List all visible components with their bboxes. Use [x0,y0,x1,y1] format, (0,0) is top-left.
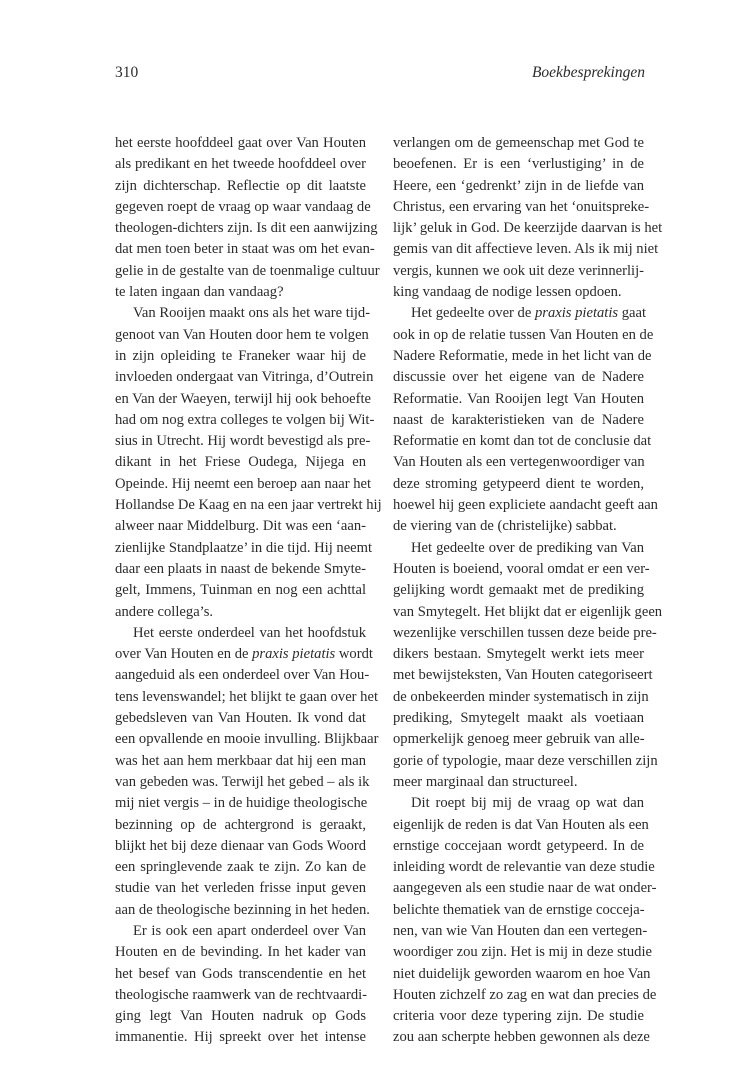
text-line [115,942,366,963]
text-line [115,452,366,473]
italic-text: praxis pietatis [252,646,336,663]
text-line [115,218,378,239]
text-segment: gaat [618,305,647,322]
text-segment: naast de karakteristieken van de Nadere [393,411,644,428]
text-line [115,410,375,431]
text-segment: theologische raamwerk van de rechtvaardi- [115,986,368,1003]
text-line [393,857,655,878]
text-line [115,1006,366,1027]
text-segment: studie van het verleden frisse input geven [115,880,366,897]
text-segment: Christus, een ervaring van het ‘onuitspreke- [393,198,650,215]
text-line [393,389,644,410]
text-line [393,303,647,324]
text-line [115,559,366,580]
text-segment: een opvallende en mooie invulling. Blijkbaar [115,731,379,748]
italic-text: praxis pietatis [534,305,619,322]
text-line [115,261,380,282]
text-segment: van Smytegelt. Het blijkt dat er eigenlijk geen [393,603,663,620]
text-line [115,772,370,793]
text-segment: invloeden ondergaat van Vitringa, d’Outrein [115,369,374,386]
text-segment: verlangen om de gemeenschap met God te [393,135,644,151]
running-head [115,64,645,86]
text-line [115,708,366,729]
text-line [393,410,644,431]
text-line [393,836,644,857]
text-line [393,729,644,750]
text-line [115,303,371,324]
text-segment: Heere, een ‘gedrenkt’ zijn in de liefde van [393,177,644,194]
text-column-left [115,133,382,1049]
text-line [393,921,648,942]
text-line [393,325,654,346]
text-segment: Reformatie en komt dan tot de conclusie dat [393,433,652,450]
text-segment: Houten en de bevinding. In het kader van [115,944,366,961]
text-line [115,644,373,665]
text-line [115,431,371,452]
text-segment: Nadere Reformatie, mede in het licht van de [393,347,652,364]
text-line [393,665,653,686]
text-segment: met bewijsteksten, Van Houten categoriseert [393,667,653,684]
text-line [393,751,658,772]
text-line [393,261,644,282]
text-line [115,176,366,197]
text-line [115,900,370,921]
text-segment: criteria voor deze typering zijn. De studie [393,1008,644,1025]
text-segment: in zijn opleiding te Franeker waar hij de [115,347,366,364]
text-line [393,644,644,665]
text-line [393,580,644,601]
text-segment: Er is ook een apart onderdeel over Van [133,922,366,939]
text-segment: de viering van de (christelijke) sabbat. [393,518,617,535]
text-segment: prediking, Smytegelt maakt als voetiaan [393,710,644,727]
text-segment: meer marginaal dan structureel. [393,773,578,790]
text-segment: als predikant en het tweede hoofddeel over [115,156,366,173]
text-segment: dat men toen beter in staat was om het evan- [115,241,375,258]
text-line [393,1006,644,1027]
text-line [115,921,366,942]
text-line [115,154,366,175]
text-segment: het besef van Gods transcendentie en het [115,965,366,982]
text-line [115,325,369,346]
text-segment: theologen-dichters zijn. Is dit een aanwijzing [115,220,378,237]
text-line [393,154,644,175]
text-segment: deze stroming getypeerd dient te worden, [393,475,644,492]
text-segment: alweer naar Middelburg. Dit was een ‘aan- [115,518,366,535]
text-line [393,559,650,580]
text-segment: de onbekeerden minder systematisch in zijn [393,688,649,705]
text-segment: mij niet vergis – in de huidige theologische [115,795,368,812]
text-line [393,431,652,452]
text-line [393,538,644,559]
text-line [115,623,366,644]
text-segment: Houten is boeiend, vooral omdat er een ver- [393,560,650,577]
text-line [115,751,366,772]
text-line [393,133,644,154]
text-segment: niet duidelijk geworden waarom en hoe Van [393,965,651,982]
text-segment: hoewel hij geen expliciete aandacht geeft aan [393,497,658,514]
text-segment: een springlevende zaak te zijn. Zo kan de [115,859,366,876]
text-segment: nen, van wie Van Houten dan een vertegen- [393,922,648,939]
text-line [115,1027,366,1048]
text-line [115,602,366,623]
text-segment: gelijking wordt gemaakt met de prediking [393,582,644,599]
text-line [115,793,366,814]
text-line [393,900,644,921]
text-segment: belichte thematiek van de ernstige cocceja- [393,901,645,918]
text-segment: zijn dichterschap. Reflectie op dit laatste [115,177,366,194]
text-segment: Het gedeelte over de [411,305,535,322]
text-line [115,133,366,154]
text-line [393,815,649,836]
text-segment: aangegeven als een studie naar de wat onder- [393,880,657,897]
text-segment: gelie in de gestalte van de toenmalige cultuur [115,262,380,279]
text-line [393,708,644,729]
text-line [393,197,650,218]
text-segment: en Van der Waeyen, terwijl hij ook behoefte [115,390,372,407]
text-line [393,942,652,963]
text-line [393,346,652,367]
text-line [115,538,373,559]
text-segment: zou aan scherpte hebben gewonnen als deze [393,1029,650,1046]
text-line [115,389,372,410]
text-segment: king vandaag de nodige lessen opdoen. [393,284,622,301]
text-segment: Houten zichzelf zo zag en wat dan precies de [393,986,657,1003]
text-line [393,964,651,985]
text-segment: Dit roept bij mij de vraag op wat dan [411,795,644,812]
text-segment: het eerste hoofddeel gaat over Van Houten [115,135,366,151]
text-line [393,176,644,197]
text-segment: zienlijke Standplaatze’ in die tijd. Hij neemt [115,539,373,556]
text-line [115,857,366,878]
text-line [115,516,366,537]
text-line [115,878,366,899]
text-segment: inleiding wordt de relevantie van deze studie [393,859,655,876]
text-line [393,985,657,1006]
text-segment: was het aan hem merkbaar dat hij een man [115,752,366,769]
text-segment: over Van Houten en de [115,646,253,663]
text-segment: woordiger zou zijn. Het is mij in deze studie [393,944,652,961]
text-segment: gemis van dit affectieve leven. Als ik mij niet [393,241,659,258]
text-segment: Van Rooijen maakt ons als het ware tijd- [133,305,371,322]
text-segment: te laten ingaan dan vandaag? [115,284,284,301]
text-segment: sius in Utrecht. Hij wordt bevestigd als pre- [115,433,371,450]
text-segment: wordt [335,646,373,663]
text-line [393,878,657,899]
text-line [115,687,379,708]
text-line [115,580,366,601]
text-segment: opmerkelijk genoeg meer gebruik van alle- [393,731,645,748]
text-line [115,239,375,260]
text-segment: daar een plaats in naast de bekende Smyte- [115,560,366,577]
page-number: 310 [115,64,139,81]
text-segment: Van Houten als een vertegenwoordiger van [393,454,645,471]
section-title: Boekbesprekingen [531,64,645,81]
text-segment: lijk’ geluk in God. De keerzijde daarvan is het [393,220,663,237]
text-segment: aangeduid als een onderdeel over Van Hou- [115,667,370,684]
text-segment: Hollandse De Kaag en na een jaar vertrekt hij [115,497,382,514]
text-line [393,687,649,708]
text-line [393,772,644,793]
text-line [393,239,659,260]
text-segment: genoot van Van Houten door hem te volgen [115,326,369,343]
text-line [115,836,366,857]
text-segment: beoefenen. Er is een ‘verlustiging’ in de [393,156,644,173]
text-column-right [393,133,663,1049]
text-line [393,516,644,537]
text-segment: gegeven roept de vraag op waar vandaag de [115,198,371,215]
text-segment: tens levenswandel; het blijkt te gaan over het [115,688,379,705]
text-line [115,495,382,516]
text-line [393,793,644,814]
text-segment: gelt, Immens, Tuinman en nog een achttal [115,582,366,599]
text-line [115,964,366,985]
text-line [115,665,370,686]
text-segment: discussie over het eigene van de Nadere [393,369,644,386]
text-line [115,367,374,388]
text-line [393,218,663,239]
text-segment: Reformatie. Van Rooijen legt Van Houten [393,390,644,407]
text-segment: van gebeden was. Terwijl het gebed – als ik [115,773,370,790]
text-segment: Het gedeelte over de prediking van Van [411,539,644,556]
text-line [393,1027,650,1048]
text-line [115,815,366,836]
text-segment: ook in op de relatie tussen Van Houten en de [393,326,654,343]
text-segment: Het eerste onderdeel van het hoofdstuk [133,624,366,641]
text-segment: ging legt Van Houten nadruk op Gods [115,1008,366,1025]
text-line [115,729,379,750]
text-segment: eigenlijk de reden is dat Van Houten als een [393,816,649,833]
text-segment: blijkt het bij deze dienaar van Gods Woord [115,837,366,854]
text-line [393,623,657,644]
text-line [115,197,371,218]
text-segment: gebedsleven van Van Houten. Ik vond dat [115,710,366,727]
text-segment: gorie of typologie, maar deze verschillen zijn [393,752,658,769]
text-segment: ernstige coccejaan wordt getypeerd. In de [393,837,644,854]
text-segment: wezenlijke verschillen tussen deze beide pre- [393,624,657,641]
text-line [393,495,658,516]
text-segment: andere collega’s. [115,603,214,620]
text-line [393,602,663,623]
text-segment: Opeinde. Hij neemt een beroep aan naar het [115,475,372,492]
text-line [393,367,644,388]
text-segment: aan de theologische bezinning in het heden. [115,901,370,918]
text-segment: dikers bestaan. Smytegelt werkt iets meer [393,646,644,663]
text-segment: dikant in het Friese Oudega, Nijega en [115,454,366,471]
text-segment: bezinning op de achtergrond is geraakt, [115,816,366,833]
text-line [115,282,366,303]
text-line [115,985,366,1006]
text-line [393,452,644,473]
text-segment: vergis, kunnen we ook uit deze verinnerlij- [393,262,644,279]
text-line [393,282,644,303]
text-line [115,474,372,495]
text-line [393,474,644,495]
text-segment: immanentie. Hij spreekt over het intense [115,1029,366,1046]
text-line [115,346,366,367]
text-segment: had om nog extra colleges te volgen bij Wit- [115,411,375,428]
